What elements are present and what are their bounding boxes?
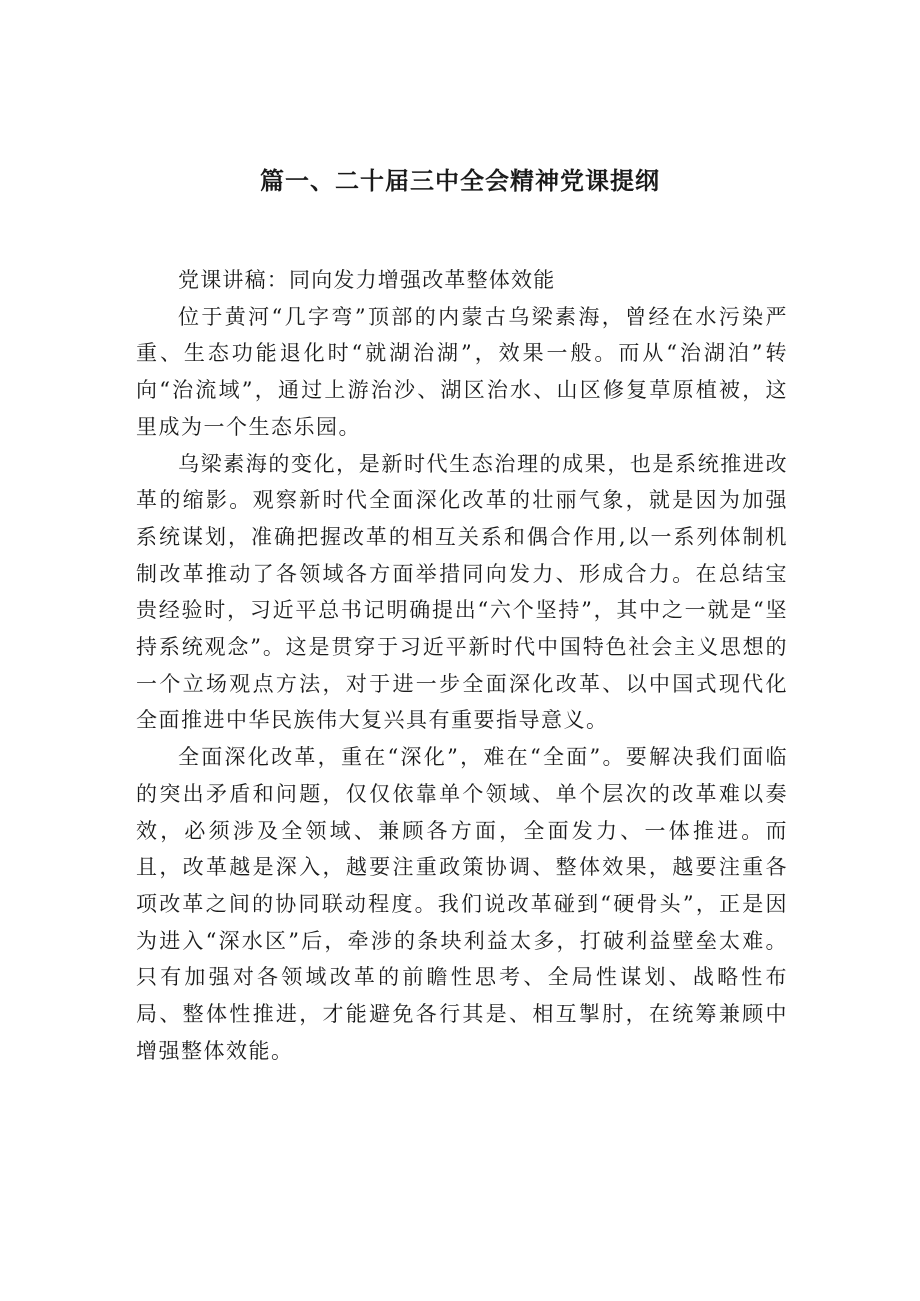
lecture-subtitle: 党课讲稿：同向发力增强改革整体效能 bbox=[178, 268, 556, 292]
document-body bbox=[136, 262, 788, 1069]
paragraph-3: 全面深化改革，重在“深化”，难在“全面”。要解决我们面临的突出矛盾和问题，仅仅依靠单个领域、单个层次的改革难以奏效，必须涉及全领域、兼顾各方面，全面发力、一体推进。而且，改革越是深入，越要注重政策协调、整体效果，越要注重各项改革之间的协同联动程度。我们说改革碰到“硬骨头”，正是因为进入“深水区”后，牵涉的条块利益太多，打破利益壁垒太难。只有加强对各领域改革的前瞻性思考、全局性谋划、战略性布局、整体性推进，才能避免各行其是、相互掣肘，在统筹兼顾中增强整体效能。 bbox=[136, 745, 788, 1063]
document-title: 篇一、二十届三中全会精神党课提纲 bbox=[260, 167, 660, 195]
paragraph-2: 乌梁素海的变化，是新时代生态治理的成果，也是系统推进改革的缩影。观察新时代全面深化改革的壮丽气象，就是因为加强系统谋划，准确把握改革的相互关系和偶合作用,以一系列体制机制改革推动了各领域各方面举措同向发力、形成合力。在总结宝贵经验时，习近平总书记明确提出“六个坚持”，其中之一就是“坚持系统观念”。这是贯穿于习近平新时代中国特色社会主义思想的一个立场观点方法，对于进一步全面深化改革、以中国式现代化全面推进中华民族伟大复兴具有重要指导意义。 bbox=[136, 451, 788, 733]
paragraph-1: 位于黄河“几字弯”顶部的内蒙古乌梁素海，曾经在水污染严重、生态功能退化时“就湖治湖”，效果一般。而从“治湖泊”转向“治流域”，通过上游治沙、湖区治水、山区修复草原植被，这里成为一个生态乐园。 bbox=[136, 304, 788, 439]
